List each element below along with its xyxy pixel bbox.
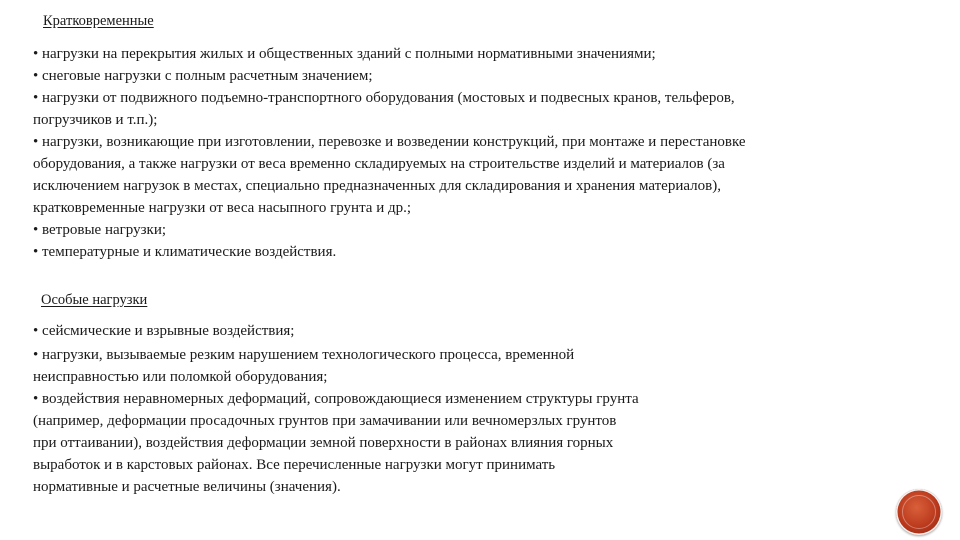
- text-line: • ветровые нагрузки;: [33, 222, 167, 238]
- text-line: нормативные и расчетные величины (значения).: [33, 478, 341, 495]
- text-line: неисправностью или поломкой оборудования;: [33, 368, 328, 385]
- text-line: кратковременные нагрузки от веса насыпного грунта и др.;: [33, 200, 412, 216]
- text-line: выработок и в карстовых районах. Все перечисленные нагрузки могут принимать: [33, 456, 556, 473]
- text-line: при оттаивании), воздействия деформации земной поверхности в районах влияния горных: [33, 434, 614, 451]
- section-heading-special-loads: Особые нагрузки: [41, 292, 148, 308]
- decorative-circle-badge: [896, 489, 942, 535]
- text-line: оборудования, а также нагрузки от веса временно складируемых на строительстве изделий и материалов (за: [33, 156, 725, 172]
- text-line: • нагрузки от подвижного подъемно-транспортного оборудования (мостовых и подвесных кранов, тельферов,: [33, 90, 735, 106]
- text-line: • снеговые нагрузки с полным расчетным значением;: [33, 68, 373, 84]
- text-line: исключением нагрузок в местах, специально предназначенных для складирования и хранения материалов),: [33, 178, 721, 194]
- text-line: (например, деформации просадочных грунтов при замачивании или вечномерзлых грунтов: [33, 412, 617, 429]
- short-term-loads-text: [33, 43, 933, 263]
- text-line: • нагрузки, возникающие при изготовлении, перевозке и возведении конструкций, при монтаже и перестановке: [33, 134, 746, 150]
- special-loads-text: [33, 320, 893, 498]
- text-line: • температурные и климатические воздействия.: [33, 244, 337, 260]
- text-line: • нагрузки, вызываемые резким нарушением технологического процесса, временной: [33, 346, 575, 363]
- text-line: • сейсмические и взрывные воздействия;: [33, 323, 295, 339]
- text-line: погрузчиков и т.п.);: [33, 112, 158, 128]
- text-line: • воздействия неравномерных деформаций, сопровождающиеся изменением структуры грунта: [33, 390, 639, 407]
- section-heading-short-term: Кратковременные: [43, 13, 154, 29]
- text-line: • нагрузки на перекрытия жилых и общественных зданий с полными нормативными значениями;: [33, 46, 656, 62]
